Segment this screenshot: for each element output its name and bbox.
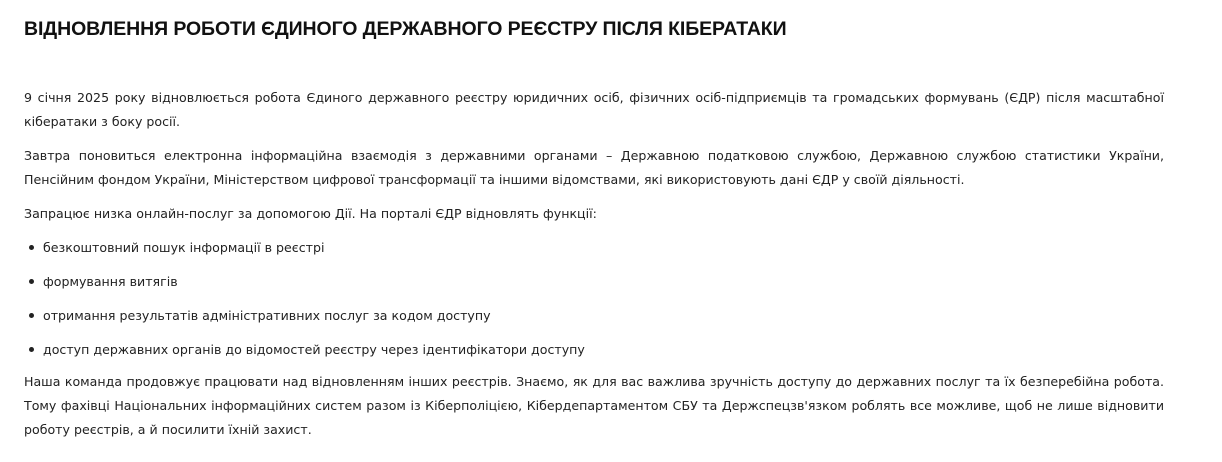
list-item (24, 270, 1124, 304)
list-item (24, 338, 1124, 372)
list-item-text: безкоштовний пошук інформації в реєстрі (43, 240, 325, 255)
bullet-icon (29, 347, 34, 352)
list-item-text: отримання результатів адміністративних послуг за кодом доступу (43, 308, 491, 323)
list-item-text: формування витягів (43, 274, 178, 289)
list-item (24, 304, 1124, 338)
article-title: ВІДНОВЛЕННЯ РОБОТИ ЄДИНОГО ДЕРЖАВНОГО РЕЄСТРУ ПІСЛЯ КІБЕРАТАКИ (24, 18, 787, 40)
article-paragraph-3: Запрацює низка онлайн-послуг за допомогою Дії. На порталі ЄДР відновлять функції: (24, 206, 597, 221)
article-paragraph-2: Завтра поновиться електронна інформаційна взаємодія з державними органами – Державною податковою службою, Державною службою статистики України, Пенсійним фондом України, Міністерством цифрової трансформації та іншими відомствами, які використовують дані ЄДР у своїй діяльності. (24, 148, 1164, 187)
bullet-icon (29, 313, 34, 318)
bullet-icon (29, 279, 34, 284)
list-item-text: доступ державних органів до відомостей реєстру через ідентифікатори доступу (43, 342, 585, 357)
article-paragraph-4: Наша команда продовжує працювати над відновленням інших реєстрів. Знаємо, як для вас важлива зручність доступу до державних послуг та їх безперебійна робота. Тому фахівці Національних інформаційних систем разом із Кіберполіцією, Кібердепартаментом СБУ та Держспецзв'язком роблять все можливе, щоб не лише відновити роботу реєстрів, а й посилити їхній захист. (24, 374, 1164, 437)
article-paragraph-1: 9 січня 2025 року відновлюється робота Єдиного державного реєстру юридичних осіб, фізичних осіб-підприємців та громадських формувань (ЄДР) після масштабної кібератаки з боку росії. (24, 90, 1164, 129)
bullet-icon (29, 245, 34, 250)
list-item (24, 236, 1124, 270)
restored-functions-list (24, 236, 1124, 372)
